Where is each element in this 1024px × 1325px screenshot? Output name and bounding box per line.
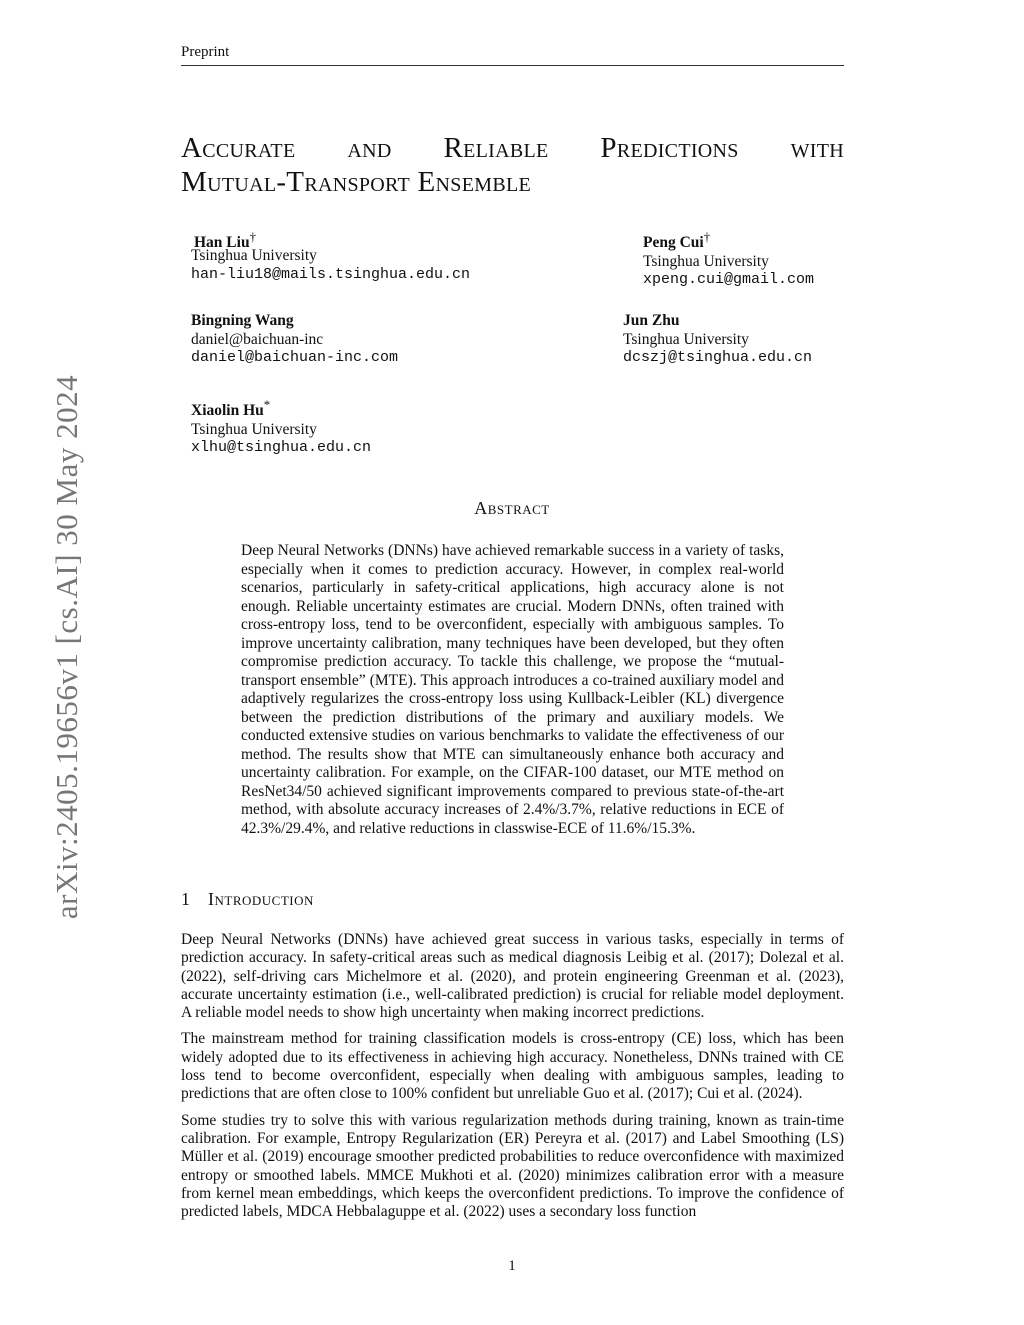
section-number: 1 — [181, 889, 190, 909]
section-title: Introduction — [208, 889, 314, 909]
author-affiliation: Tsinghua University — [191, 420, 317, 438]
author-peng-cui — [643, 228, 814, 290]
page-number: 1 — [508, 1258, 516, 1274]
section-heading-introduction — [181, 889, 314, 910]
author-email[interactable]: xpeng.cui@gmail.com — [643, 271, 815, 289]
author-name: Han Liu — [194, 234, 250, 252]
author-name: Xiaolin Hu — [191, 402, 264, 420]
abstract-body: Deep Neural Networks (DNNs) have achieved remarkable success in a variety of tasks, especially when it comes to prediction accuracy. However, in complex real-world scenarios, particularly in safety-critical applications, high accuracy alone is not enough. Reliable uncertainty estimates are crucial. Modern DNNs, often trained with cross-entropy loss, tend to be overconfident, especially with ambiguous samples. To improve uncertainty calibration, many techniques have been developed, but they often compromise prediction accuracy. To tackle this challenge, we propose the “mutual-transport ensemble” (MTE). This approach introduces a co-trained auxiliary model and adaptively regularizes the cross-entropy loss using Kullback-Leibler (KL) divergence between the prediction distributions of the primary and auxiliary models. We conducted extensive studies on various benchmarks to validate the effectiveness of our method. The results show that MTE can simultaneously enhance both accuracy and uncertainty calibration. For example, on the CIFAR-100 dataset, our MTE method on ResNet34/50 achieved significant improvements compared to previous state-of-the-art method, with absolute accuracy increases of 2.4%/3.7%, relative reductions in ECE of 42.3%/29.4%, and relative reductions in classwise-ECE of 11.6%/15.3%. — [241, 542, 784, 837]
header-rule — [181, 65, 844, 66]
title-word: and — [347, 132, 392, 164]
paragraph: Deep Neural Networks (DNNs) have achieved great success in various tasks, especially in terms of prediction accuracy. In safety-critical areas such as medical diagnosis Leibig et al. (2017); Dolezal et al. (2022), self-driving cars Michelmore et al. (2020), and protein engineering Greenman et al. (2023), accurate uncertainty estimation (i.e., well-calibrated prediction) is crucial for reliable model deployment. A reliable model needs to show high uncertainty when making incorrect predictions. — [181, 931, 844, 1022]
introduction-body — [181, 931, 844, 1229]
paragraph: The mainstream method for training classification models is cross-entropy (CE) loss, which has been widely adopted due to its effectiveness in achieving high accuracy. Nonetheless, DNNs trained with CE loss tend to become overconfident, especially when dealing with ambiguous samples, leading to predictions that are often close to 100% confident but unreliable Guo et al. (2017); Cui et al. (2024). — [181, 1030, 844, 1103]
abstract-heading: Abstract — [474, 498, 550, 518]
author-name: Peng Cui — [643, 234, 704, 252]
arxiv-identifier: arXiv:2405.19656v1 [cs.AI] 30 May 2024 — [49, 374, 84, 920]
author-affiliation: Tsinghua University — [643, 252, 769, 270]
title-word: Reliable — [443, 132, 549, 164]
author-xiaolin-hu — [191, 396, 371, 458]
author-mark: * — [263, 397, 271, 412]
author-email[interactable]: dcszj@tsinghua.edu.cn — [623, 349, 813, 366]
title-line-1 — [181, 131, 844, 165]
author-affiliation: daniel@baichuan-inc — [191, 330, 324, 348]
title-line-2: Mutual-Transport Ensemble — [181, 166, 531, 198]
author-affiliation: Tsinghua University — [191, 247, 317, 264]
author-email[interactable]: xlhu@tsinghua.edu.cn — [191, 439, 372, 457]
paragraph: Some studies try to solve this with various regularization methods during training, known as train-time calibration. For example, Entropy Regularization (ER) Pereyra et al. (2017) and Label Smoothing (LS) Müller et al. (2019) encourage smoother predicted probabilities to reduce overconfidence with maximized entropy or smoothed labels. MMCE Mukhoti et al. (2020) minimizes calibration error with a measure from kernel mean embeddings, which keeps the overconfident predictions. To improve the confidence of predicted labels, MDCA Hebbalaguppe et al. (2022) uses a secondary loss function — [181, 1111, 844, 1221]
paper-title — [181, 131, 844, 199]
author-jun-zhu — [623, 312, 812, 368]
author-email[interactable]: daniel@baichuan-inc.com — [191, 349, 399, 366]
author-name: Jun Zhu — [623, 312, 680, 329]
author-han-liu-details — [191, 247, 470, 284]
title-word: Predictions — [600, 132, 739, 164]
author-mark: † — [703, 229, 711, 244]
author-mark: † — [249, 229, 257, 244]
author-email[interactable]: han-liu18@mails.tsinghua.edu.cn — [191, 265, 471, 283]
title-word: with — [790, 132, 844, 164]
title-word: Accurate — [181, 132, 296, 164]
author-affiliation: Tsinghua University — [623, 330, 749, 348]
running-header: Preprint — [181, 44, 230, 60]
author-bingning-wang — [191, 312, 398, 368]
author-name: Bingning Wang — [191, 312, 294, 329]
